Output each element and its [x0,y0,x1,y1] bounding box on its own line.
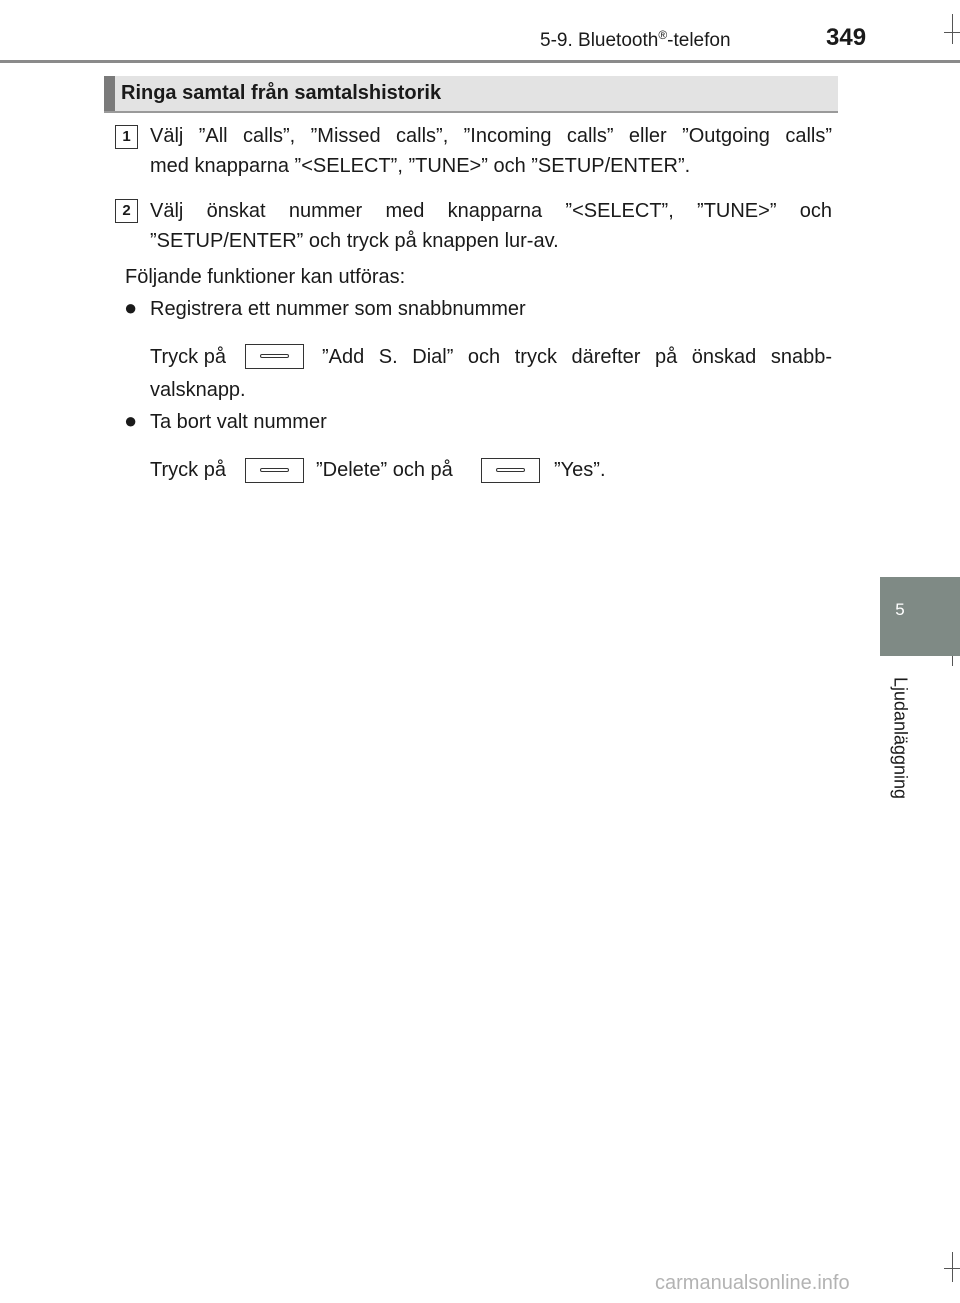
header-rule [0,60,960,63]
bullet-2-text-before: Tryck på [150,459,226,481]
bullet-1-text-cont: valsknapp. [150,379,246,401]
bullet-icon: ● [124,408,138,433]
section-heading [104,76,838,113]
step-number-1: 1 [115,125,138,149]
step-1-line-1: Välj ”All calls”, ”Missed calls”, ”Incoming calls” eller ”Outgoing calls” [150,125,832,147]
delete-button-icon [245,458,304,483]
chapter-number: 5 [895,600,905,619]
section-title: Ringa samtal från samtalshistorik [121,82,442,104]
crop-mark [952,14,953,44]
section-header [540,28,731,52]
crop-mark [952,1252,953,1282]
step-2-line-1: Välj önskat nummer med knapparna ”<SELECT”, ”TUNE>” och [150,200,832,222]
add-s-dial-button-icon [245,344,304,369]
functions-intro: Följande funktioner kan utföras: [125,266,406,288]
watermark: carmanualsonline.info [655,1272,850,1294]
bullet-2-title: Ta bort valt nummer [150,411,327,433]
chapter-label: Ljudanläggning [890,676,911,800]
page-number: 349 [826,24,867,51]
step-1-line-2: med knapparna ”<SELECT”, ”TUNE>” och ”SETUP/ENTER”. [150,155,691,177]
yes-button-icon [481,458,540,483]
registered-mark: ® [658,28,668,42]
bullet-1-text-after: ”Add S. Dial” och tryck därefter på önskad snabb- [322,346,832,368]
bullet-1-text-before: Tryck på [150,346,226,368]
section-header-prefix: 5-9. Bluetooth [540,30,659,51]
bullet-2-text-middle: ”Delete” och på [316,459,453,481]
bullet-2-text-after: ”Yes”. [554,459,606,481]
section-header-suffix: -telefon [667,30,731,51]
step-2-line-2: ”SETUP/ENTER” och tryck på knappen lur-av. [150,230,559,252]
bullet-icon: ● [124,295,138,320]
bullet-1-title: Registrera ett nummer som snabbnummer [150,298,526,320]
section-heading-accent [104,76,115,111]
step-number-2: 2 [115,199,138,223]
